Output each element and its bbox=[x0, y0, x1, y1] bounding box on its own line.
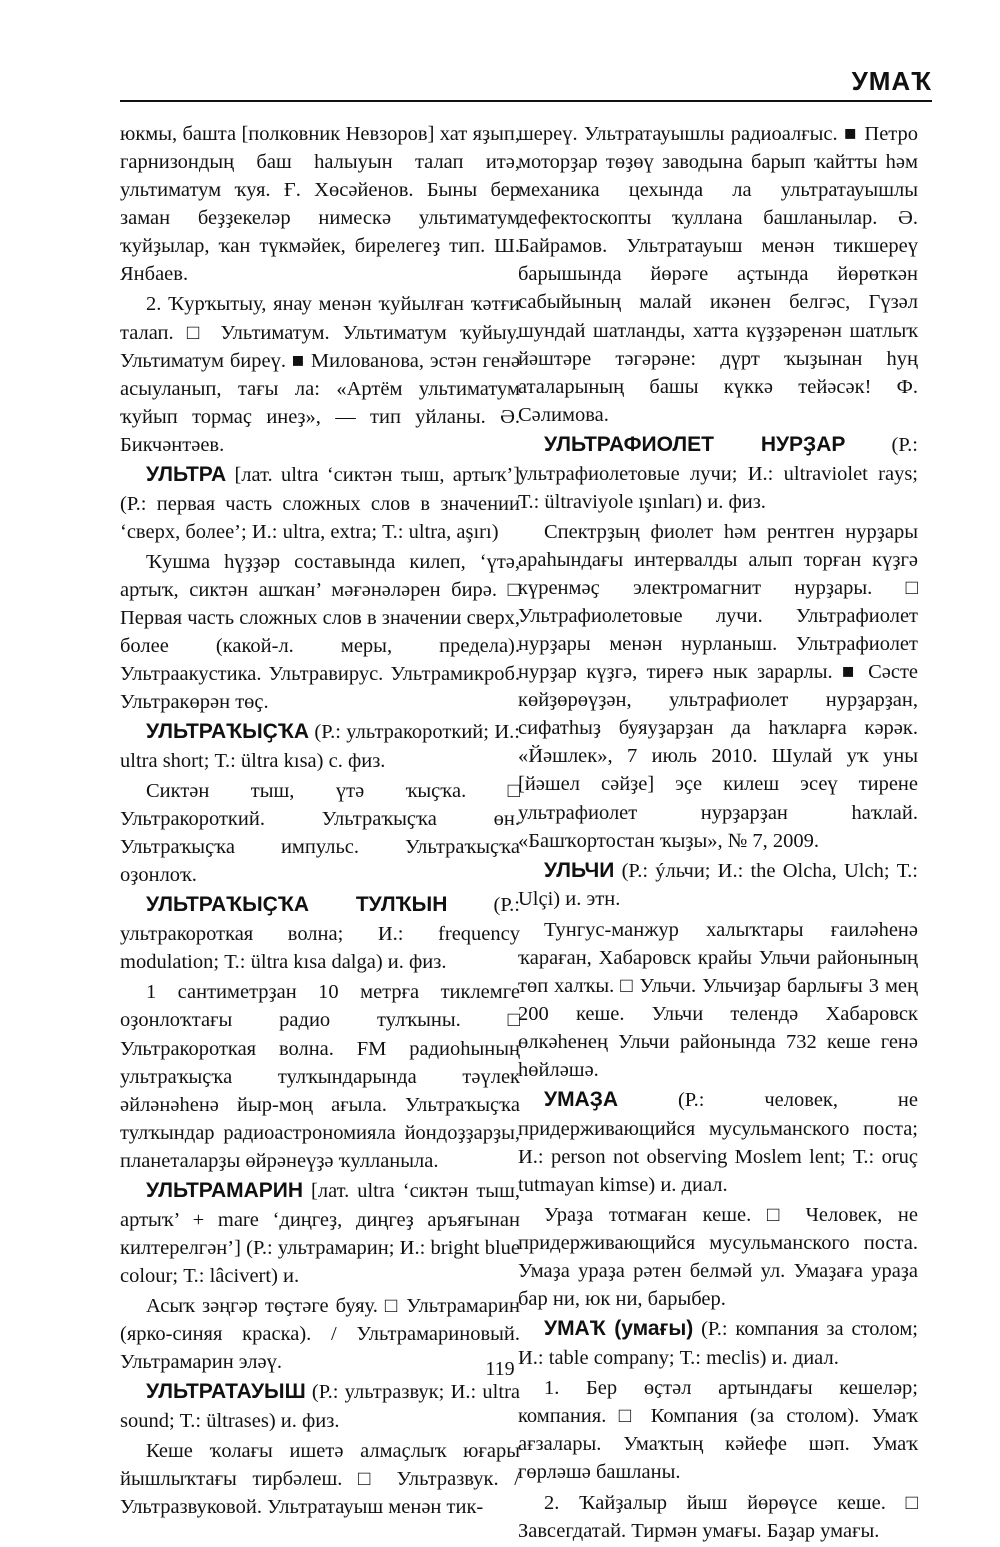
paragraph bbox=[120, 548, 520, 716]
right-column bbox=[518, 120, 918, 1547]
entry-text: 1 сантиметрҙан 10 метрға тиклемге оҙонлоҡтағы радио тулҡыны. □ Ультракороткая волна. FM радиоһының ультраҡыҫҡа тулҡындарында тәүлек әйләнәһенә йыр-моң ағыла. Ультраҡыҫҡа тулҡындар радиоастрономияла йондоҙҙарҙы, планеталарҙы өйрәнеүҙә ҡулланыла. bbox=[120, 981, 520, 1172]
entry-text: Асыҡ зәңгәр төҫтәге буяу. □ Ультрамарин (ярко-синяя краска). / Ультрамариновый. Ультрамарин эләү. bbox=[120, 1294, 520, 1374]
entry-text: 1. Бер өҫтәл артындағы кешеләр; компания. □ Компания (за столом). Умаҡ ағзалары. Умаҡтың кәйефе шәп. Умаҡ гөрләшә башланы. bbox=[518, 1377, 918, 1484]
paragraph bbox=[518, 1374, 918, 1486]
headword: УЛЬТРАТАУЫШ bbox=[146, 1380, 306, 1404]
running-header bbox=[120, 64, 932, 102]
paragraph bbox=[518, 916, 918, 1084]
paragraph bbox=[120, 978, 520, 1175]
headword: УМАҠ (умағы) bbox=[544, 1317, 694, 1341]
dictionary-entry bbox=[120, 461, 520, 546]
headword: УЛЬЧИ bbox=[544, 858, 615, 882]
entry-text: [лат. ultra ‘сиктән тыш, артыҡ’] (Р.: первая часть сложных слов в значении ‘сверх, более’; И.: ultra, extra; Т.: ultra, aşırı) bbox=[120, 463, 520, 543]
headword: УМАҘА bbox=[544, 1088, 619, 1112]
entry-text: (Р.: компания за столом; И.: table company; Т.: meclis) и. диал. bbox=[518, 1318, 918, 1370]
entry-text: (Р.: ультразвук; И.: ultra sound; Т.: ültrases) и. физ. bbox=[120, 1381, 520, 1432]
dictionary-entry bbox=[518, 431, 918, 516]
headword: УЛЬТРАҠЫҪҠА ТУЛҠЫН bbox=[146, 893, 448, 917]
paragraph bbox=[120, 777, 520, 889]
page-number: 119 bbox=[485, 1358, 515, 1380]
entry-text: (Р.: ультракороткая волна; И.: frequency modulation; Т.: ültra kısa dalga) и. физ. bbox=[120, 894, 520, 974]
headword: УЛЬТРАҠЫҪҠА bbox=[146, 720, 309, 744]
entry-text: 2. Ҡайҙалыр йыш йөрөүсе кеше. □ Завсегдатай. Тирмән умағы. Баҙар умағы. bbox=[518, 1491, 918, 1542]
entry-text: [лат. ultra ‘сиктән тыш, артыҡ’ + mare ‘диңгеҙ, диңгеҙ аръяғынан килтерелгән’] (Р.: ультрамарин; И.: bright blue colour; Т.: lâcivert) и. bbox=[120, 1179, 520, 1287]
headword: УЛЬТРАМАРИН bbox=[146, 1178, 304, 1202]
entry-text: Сиктән тыш, үтә ҡыҫҡа. □ Ультракороткий. Ультраҡыҫҡа өн. Ультраҡыҫҡа импульс. Ультраҡыҫҡа оҙонлоҡ. bbox=[120, 780, 520, 887]
paragraph bbox=[120, 290, 520, 458]
entry-text: Кеше ҡолағы ишетә алмаҫлыҡ юғары йышлыҡтағы тирбәлеш. □ Ультразвук. / Ультразвуковой. Ультратауыш менән тик- bbox=[120, 1440, 520, 1519]
dictionary-entry bbox=[518, 857, 918, 914]
entry-text: Ҡушма һүҙҙәр составында килеп, ‘үтә, артыҡ, сиктән ашҡан’ мәғәнәләрен бирә. □ Первая часть сложных слов в значении сверх, более (какой-л. меры, предела). Ультраакустика. Ультравирус. Ультрамикроб. Ультракөрән төҫ. bbox=[120, 550, 520, 714]
entry-text: (Р.: ультракороткий; И.: ultra short; Т.: ültra kısa) с. физ. bbox=[120, 721, 520, 773]
headword: УЛЬТРАФИОЛЕТ НУРҘАР bbox=[544, 432, 846, 456]
left-column bbox=[120, 120, 520, 1523]
paragraph bbox=[518, 1489, 918, 1545]
paragraph bbox=[518, 1201, 918, 1313]
entry-text: 2. Ҡурҡытыу, янау менән ҡуйылған ҡәтғи талап. □ Ультиматум. Ультиматум ҡуйыу. Ультиматум биреү. ■ Милованова, эстән генә асыуланып, тағы ла: «Артём ультиматум ҡуйып тормаҫ инеҙ», — тип уйланы. Ә. Бикчәнтәев. bbox=[120, 293, 520, 456]
entry-text: Тунгус-манжур халыҡтары ғаиләһенә ҡараған, Хабаровск крайы Ульчи районының төп халҡы. □ Ульчи. Ульчиҙар барлығы 3 мең 200 кеше. Ульчи телендә Хабаровск өлкәһенең Ульчи районында 732 кеше генә һөйләшә. bbox=[518, 918, 918, 1081]
entry-text: (Р.: человек, не придерживающийся мусульманского поста; И.: person not observing Moslem lent; Т.: oruç tutmayan kimse) и. диал. bbox=[518, 1089, 918, 1196]
entry-text: (Р.: ультрафиолетовые лучи; И.: ultraviolet rays; Т.: ültraviyole ışınları) и. физ. bbox=[518, 433, 918, 513]
dictionary-entry bbox=[120, 891, 520, 976]
running-head-word: УМАҠ bbox=[851, 66, 932, 96]
entry-text: (Р.: ýльчи; И.: the Olcha, Ulch; Т.: Ulçi) и. этн. bbox=[518, 859, 918, 911]
entry-text: Ураҙа тотмаған кеше. □ Человек, не придерживающийся мусульманского поста. Умаҙа ураҙа рәтен белмәй ул. Умаҙаға ураҙа бар ни, юк ни, барыбер. bbox=[518, 1204, 918, 1311]
headword: УЛЬТРА bbox=[146, 462, 227, 486]
dictionary-entry bbox=[120, 1177, 520, 1290]
paragraph bbox=[518, 120, 918, 429]
dictionary-entry bbox=[120, 718, 520, 775]
entry-text: шереү. Ультратауышлы радиоалғыс. ■ Петро моторҙар төҙөү заводына барып ҡайтты һәм механика цехында ла ультратауышлы дефектоскопты ҡуллана башланылар. Ә. Байрамов. Ультратауыш менән тикшереү барышында йөрәге аҫтында йөрөткән сабыйының малай икәнен белгәс, Гүзәл шундай шатланды, хатта күҙҙәренән шатлыҡ йәштәре тәгәрәне: дүрт ҡыҙынан һуң аталарының башы күккә тейәсәк! Ф. Сәлимова. bbox=[518, 123, 918, 426]
entry-text: Спектрҙың фиолет һәм рентген нурҙары араһындағы интервалды алып торған күҙгә күренмәҫ электромагнит нурҙары. □ Ультрафиолетовые лучи. Ультрафиолет нурҙары менән нурланыш. Ультрафиолет нурҙар күҙгә, тиреғә нык зарарлы. ■ Сәсте көйҙөрөүҙән, ультрафиолет нурҙарҙан, сифатһыҙ буяуҙарҙан да һаҡларға кәрәк. «Йәшлек», 7 июль 2010. Шулай уҡ уны [йәшел сәйҙе] эҫе килеш эсеү тирене ультрафиолет нурҙарҙан һаҡлай. «Башҡортостан ҡыҙы», № 7, 2009. bbox=[518, 520, 918, 852]
paragraph bbox=[518, 518, 918, 855]
paragraph bbox=[120, 120, 520, 288]
dictionary-entry bbox=[518, 1086, 918, 1199]
paragraph bbox=[120, 1437, 520, 1521]
entry-text: юкмы, башта [полковник Невзоров] хат яҙып, гарнизондың баш һалыуын талап итә, ультиматум ҡуя. Ғ. Хөсәйенов. Быны бер заман беҙҙекеләр нимескә ультиматум ҡуйҙылар, ҡан түкмәйек, бирелегеҙ тип. Ш. Янбаев. bbox=[120, 123, 520, 286]
dictionary-entry bbox=[120, 1378, 520, 1435]
